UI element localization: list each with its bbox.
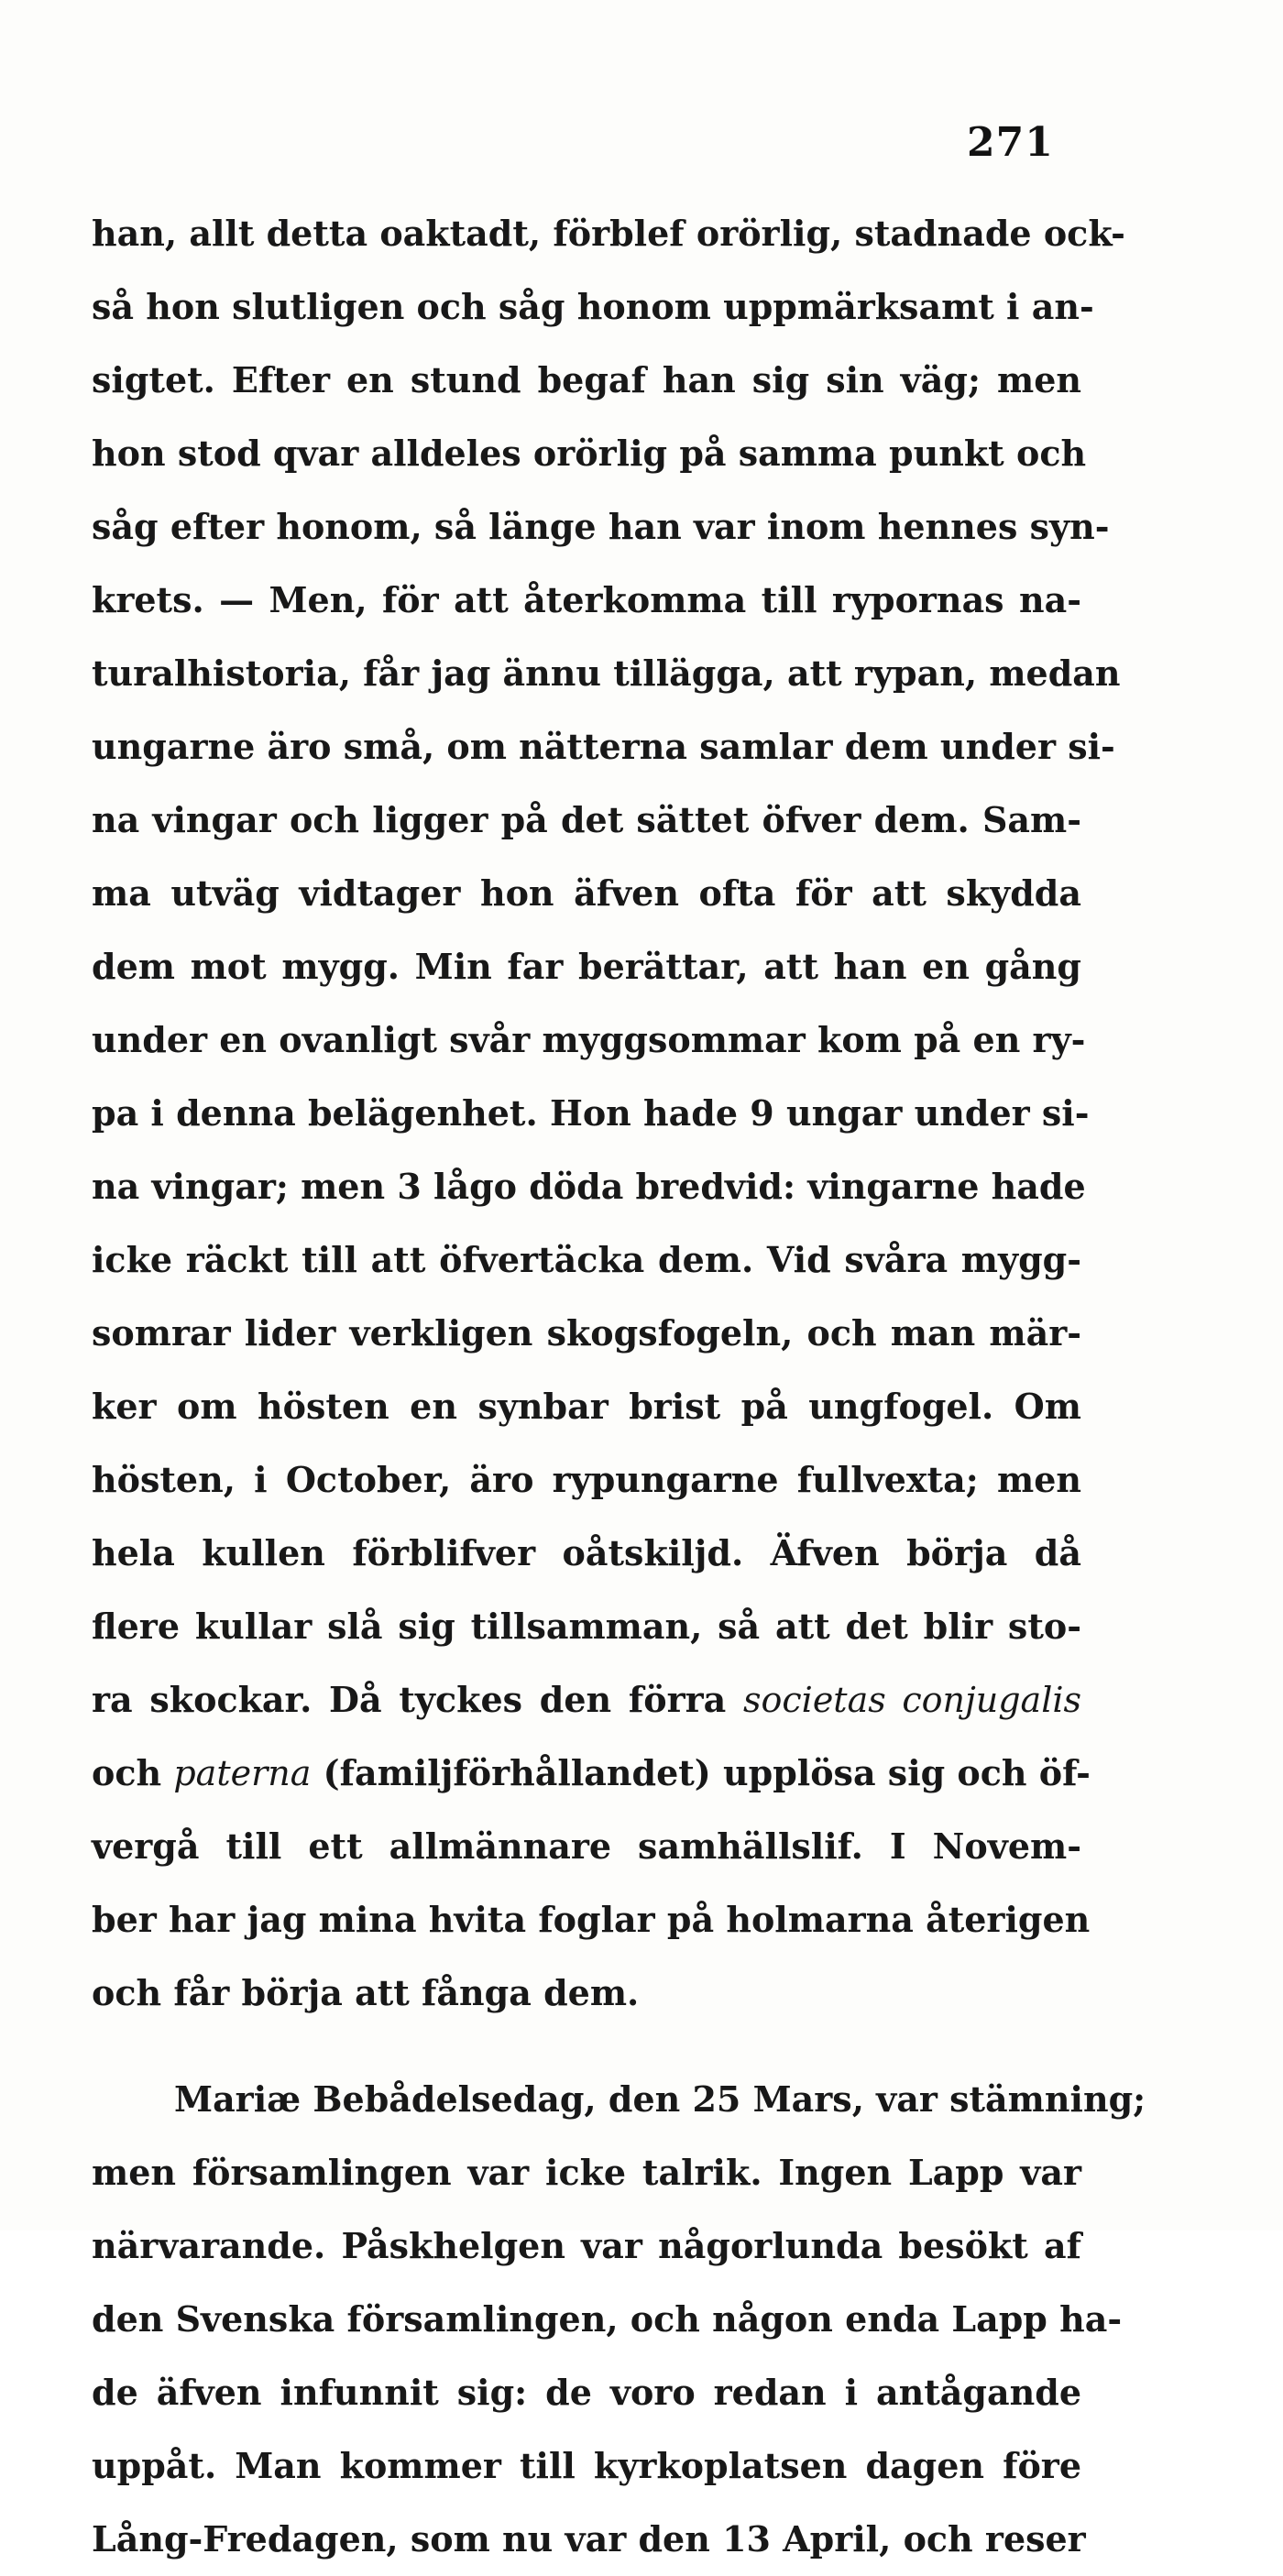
- text-line: hon stod qvar alldeles orörlig på samma punkt och: [92, 433, 1087, 474]
- text-line: ber har jag mina hvita foglar på holmarna återigen: [92, 1899, 1091, 1940]
- text-line: [92, 1663, 1081, 1737]
- text-line: så hon slutligen och såg honom uppmärksamt i an-: [92, 286, 1094, 327]
- text-line: ma utväg vidtager hon äfven ofta för att skydda: [92, 872, 1081, 914]
- text-line: dem mot mygg. Min far berättar, att han en gång: [92, 946, 1081, 987]
- text-line: Lång-Fredagen, som nu var den 13 April, och reser: [92, 2518, 1086, 2560]
- text-line: somrar lider verkligen skogsfogeln, och man mär-: [92, 1312, 1081, 1354]
- text-line: såg efter honom, så länge han var inom hennes syn-: [92, 506, 1110, 547]
- text-line: Mariæ Bebådelsedag, den 25 Mars, var stämning;: [174, 2078, 1146, 2120]
- text-line: pa i denna belägenhet. Hon hade 9 ungar under si-: [92, 1092, 1090, 1134]
- text-line: de äfven infunnit sig: de voro redan i antågande: [92, 2372, 1081, 2413]
- text-segment: och: [92, 1752, 162, 1793]
- text-line: han, allt detta oaktadt, förblef orörlig, stadnade ock-: [92, 213, 1125, 254]
- text-line: hela kullen förblifver oåtskiljd. Äfven börja då: [92, 1532, 1081, 1573]
- text-line: icke räckt till att öfvertäcka dem. Vid svåra mygg-: [92, 1239, 1081, 1280]
- text-line: flere kullar slå sig tillsamman, så att det blir sto-: [92, 1606, 1081, 1647]
- text-segment: ra skockar. Då tyckes den förra: [92, 1679, 727, 1720]
- text-line: turalhistoria, får jag ännu tillägga, att rypan, medan: [92, 652, 1121, 694]
- text-line: sigtet. Efter en stund begaf han sig sin väg; men: [92, 359, 1081, 400]
- latin-phrase: societas conjugalis: [743, 1680, 1081, 1720]
- page-number: 271: [967, 119, 1054, 166]
- text-line: och får börja att fånga dem.: [92, 1972, 640, 2013]
- text-line: hösten, i October, äro rypungarne fullvexta; men: [92, 1459, 1081, 1500]
- text-line: under en ovanligt svår myggsommar kom på en ry-: [92, 1019, 1086, 1060]
- latin-phrase: paterna: [173, 1753, 312, 1793]
- text-line: uppåt. Man kommer till kyrkoplatsen dagen före: [92, 2445, 1081, 2486]
- text-line: krets. — Men, för att återkomma till rypornas na-: [92, 579, 1081, 620]
- text-line: men församlingen var icke talrik. Ingen Lapp var: [92, 2152, 1081, 2193]
- text-line: närvarande. Påskhelgen var någorlunda besökt af: [92, 2225, 1081, 2266]
- text-line: vergå till ett allmännare samhällslif. I Novem-: [92, 1825, 1081, 1867]
- text-line: ungarne äro små, om nätterna samlar dem under si-: [92, 726, 1115, 767]
- text-line: [92, 1737, 1091, 1810]
- body-text: [92, 197, 1146, 2576]
- text-line: den Svenska församlingen, och någon enda Lapp ha-: [92, 2298, 1123, 2340]
- text-line: na vingar och ligger på det sättet öfver dem. Sam-: [92, 799, 1081, 840]
- text-line: na vingar; men 3 lågo döda bredvid: vingarne hade: [92, 1166, 1086, 1207]
- text-line: ker om hösten en synbar brist på ungfogel. Om: [92, 1386, 1081, 1427]
- text-segment: (familjförhållandet) upplösa sig och öf-: [323, 1752, 1091, 1793]
